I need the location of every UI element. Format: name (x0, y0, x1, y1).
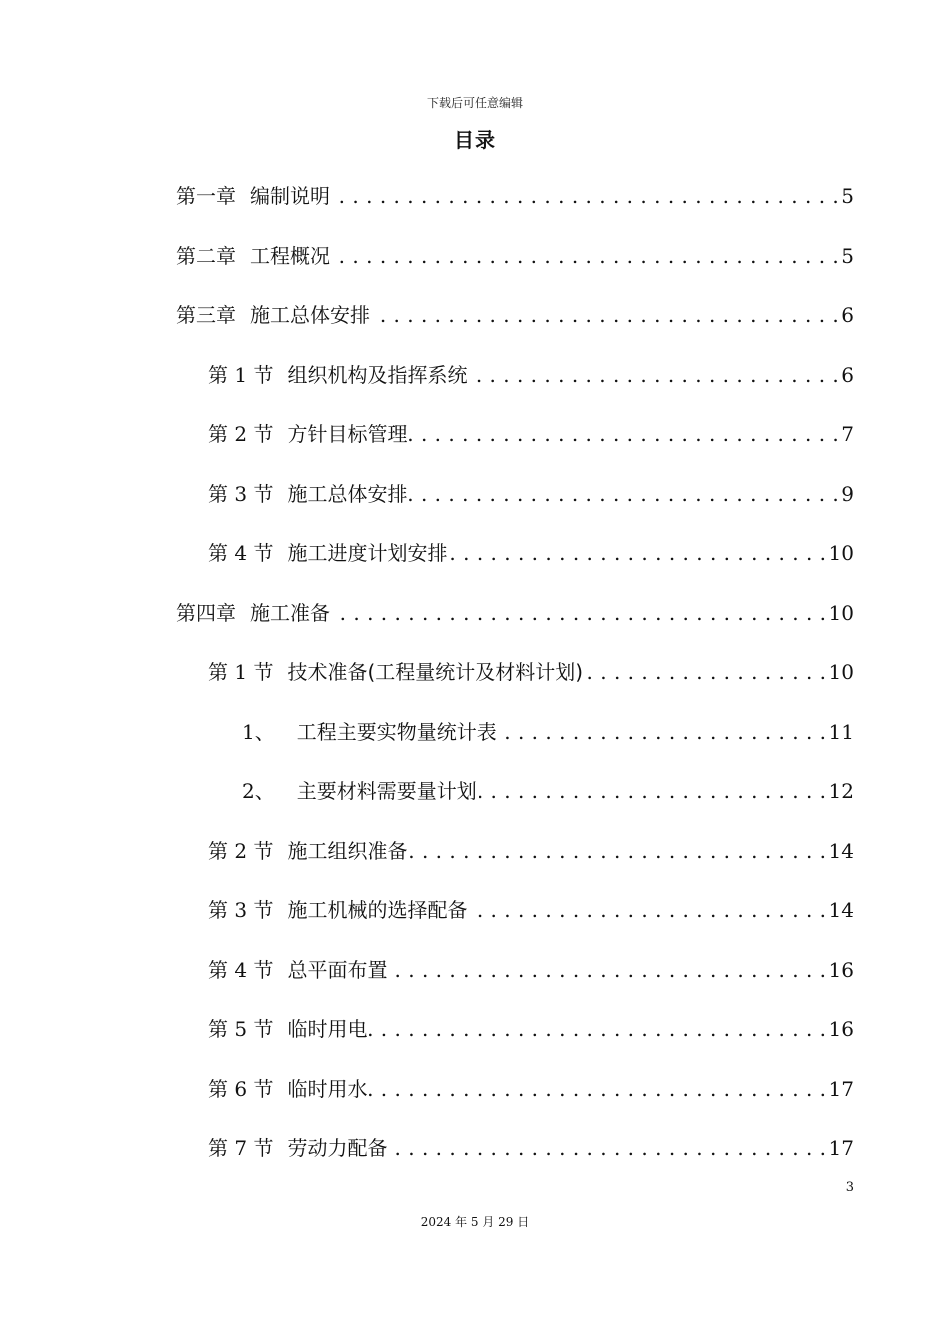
dot-leader (469, 360, 839, 390)
toc-entry-subsection[interactable] (242, 717, 854, 747)
toc-entry-subsection[interactable] (242, 776, 854, 806)
toc-label: 施工总体安排 (287, 482, 408, 506)
footer-date: 2024 年 5 月 29 日 (420, 1215, 530, 1229)
toc-entry-section[interactable] (208, 419, 854, 449)
toc-number: 第 2 节 (208, 839, 274, 863)
toc-number: 第 2 节 (208, 422, 274, 446)
dot-leader (449, 538, 826, 568)
toc-page-number: 16 (828, 958, 854, 982)
dot-leader (332, 181, 839, 211)
toc-page-number: 12 (828, 779, 854, 803)
toc-entry-section[interactable] (208, 538, 854, 568)
toc-number: 第 7 节 (208, 1136, 274, 1160)
toc-label: 施工机械的选择配备 (287, 898, 468, 922)
toc-number: 第四章 (176, 601, 236, 625)
toc-number: 第 1 节 (208, 660, 274, 684)
toc-label: 工程概况 (250, 244, 330, 268)
toc-label: 施工组织准备 (287, 839, 408, 863)
toc-entry-chapter-2[interactable] (176, 241, 854, 271)
toc-page-number: 5 (841, 184, 854, 208)
toc-number: 第二章 (176, 244, 236, 268)
toc-number: 第 4 节 (208, 541, 274, 565)
toc-entry-section[interactable] (208, 657, 854, 687)
dot-leader (479, 776, 827, 806)
toc-number: 第 3 节 (208, 898, 274, 922)
dot-leader (499, 717, 827, 747)
dot-leader (332, 598, 827, 628)
toc-number: 1、 (242, 720, 275, 744)
toc-label: 施工总体安排 (250, 303, 370, 327)
toc-page-number: 16 (828, 1017, 854, 1041)
toc-number: 第 4 节 (208, 958, 274, 982)
dot-leader (409, 479, 839, 509)
toc-page-number: 10 (828, 660, 854, 684)
toc-page-number: 10 (828, 541, 854, 565)
toc-entry-section[interactable] (208, 1074, 854, 1104)
dot-leader (389, 955, 826, 985)
toc-label: 主要材料需要量计划 (296, 779, 477, 803)
toc-label: 技术准备(工程量统计及材料计划) (287, 660, 584, 684)
toc-entry-section[interactable] (208, 1014, 854, 1044)
dot-leader (585, 657, 826, 687)
toc-number: 第三章 (176, 303, 236, 327)
dot-leader (389, 1133, 826, 1163)
toc-page-number: 5 (841, 244, 854, 268)
toc-label: 总平面布置 (287, 958, 388, 982)
toc-page-number: 14 (828, 839, 854, 863)
toc-label: 施工进度计划安排 (287, 541, 448, 565)
toc-entry-section[interactable] (208, 836, 854, 866)
toc-page-number: 17 (828, 1136, 854, 1160)
toc-entry-section[interactable] (208, 955, 854, 985)
toc-entry-chapter-4[interactable] (176, 598, 854, 628)
toc-label: 编制说明 (250, 184, 330, 208)
toc-number: 第 5 节 (208, 1017, 274, 1041)
toc-number: 2、 (242, 779, 275, 803)
toc-page-number: 14 (828, 898, 854, 922)
toc-page-number: 6 (841, 363, 854, 387)
toc-number: 第一章 (176, 184, 236, 208)
dot-leader (369, 1014, 826, 1044)
dot-leader (409, 836, 826, 866)
page-number: 3 (845, 1180, 854, 1195)
dot-leader (369, 1074, 826, 1104)
toc-page-number: 7 (841, 422, 854, 446)
toc-number: 第 3 节 (208, 482, 274, 506)
toc-label: 组织机构及指挥系统 (287, 363, 468, 387)
toc-label: 工程主要实物量统计表 (296, 720, 497, 744)
toc-number: 第 1 节 (208, 363, 274, 387)
page-header: 下载后可任意编辑 (426, 96, 523, 110)
toc-entry-chapter-3[interactable] (176, 300, 854, 330)
toc-entry-section[interactable] (208, 479, 854, 509)
page-title: 目录 (454, 128, 496, 152)
toc-entry-section[interactable] (208, 895, 854, 925)
toc-number: 第 6 节 (208, 1077, 274, 1101)
dot-leader (372, 300, 839, 330)
toc-label: 施工准备 (250, 601, 330, 625)
dot-leader (332, 241, 839, 271)
toc-page-number: 10 (828, 601, 854, 625)
toc-page-number: 6 (841, 303, 854, 327)
toc-entry-section[interactable] (208, 360, 854, 390)
toc-entry-chapter-1[interactable] (176, 181, 854, 211)
toc-page-number: 11 (828, 720, 854, 744)
toc-label: 劳动力配备 (287, 1136, 388, 1160)
toc-label: 临时用水 (287, 1077, 368, 1101)
toc-entry-section[interactable] (208, 1133, 854, 1163)
toc-page-number: 17 (828, 1077, 854, 1101)
toc-page-number: 9 (841, 482, 854, 506)
dot-leader (409, 419, 839, 449)
toc-label: 临时用电 (287, 1017, 368, 1041)
dot-leader (469, 895, 826, 925)
toc-label: 方针目标管理 (287, 422, 408, 446)
